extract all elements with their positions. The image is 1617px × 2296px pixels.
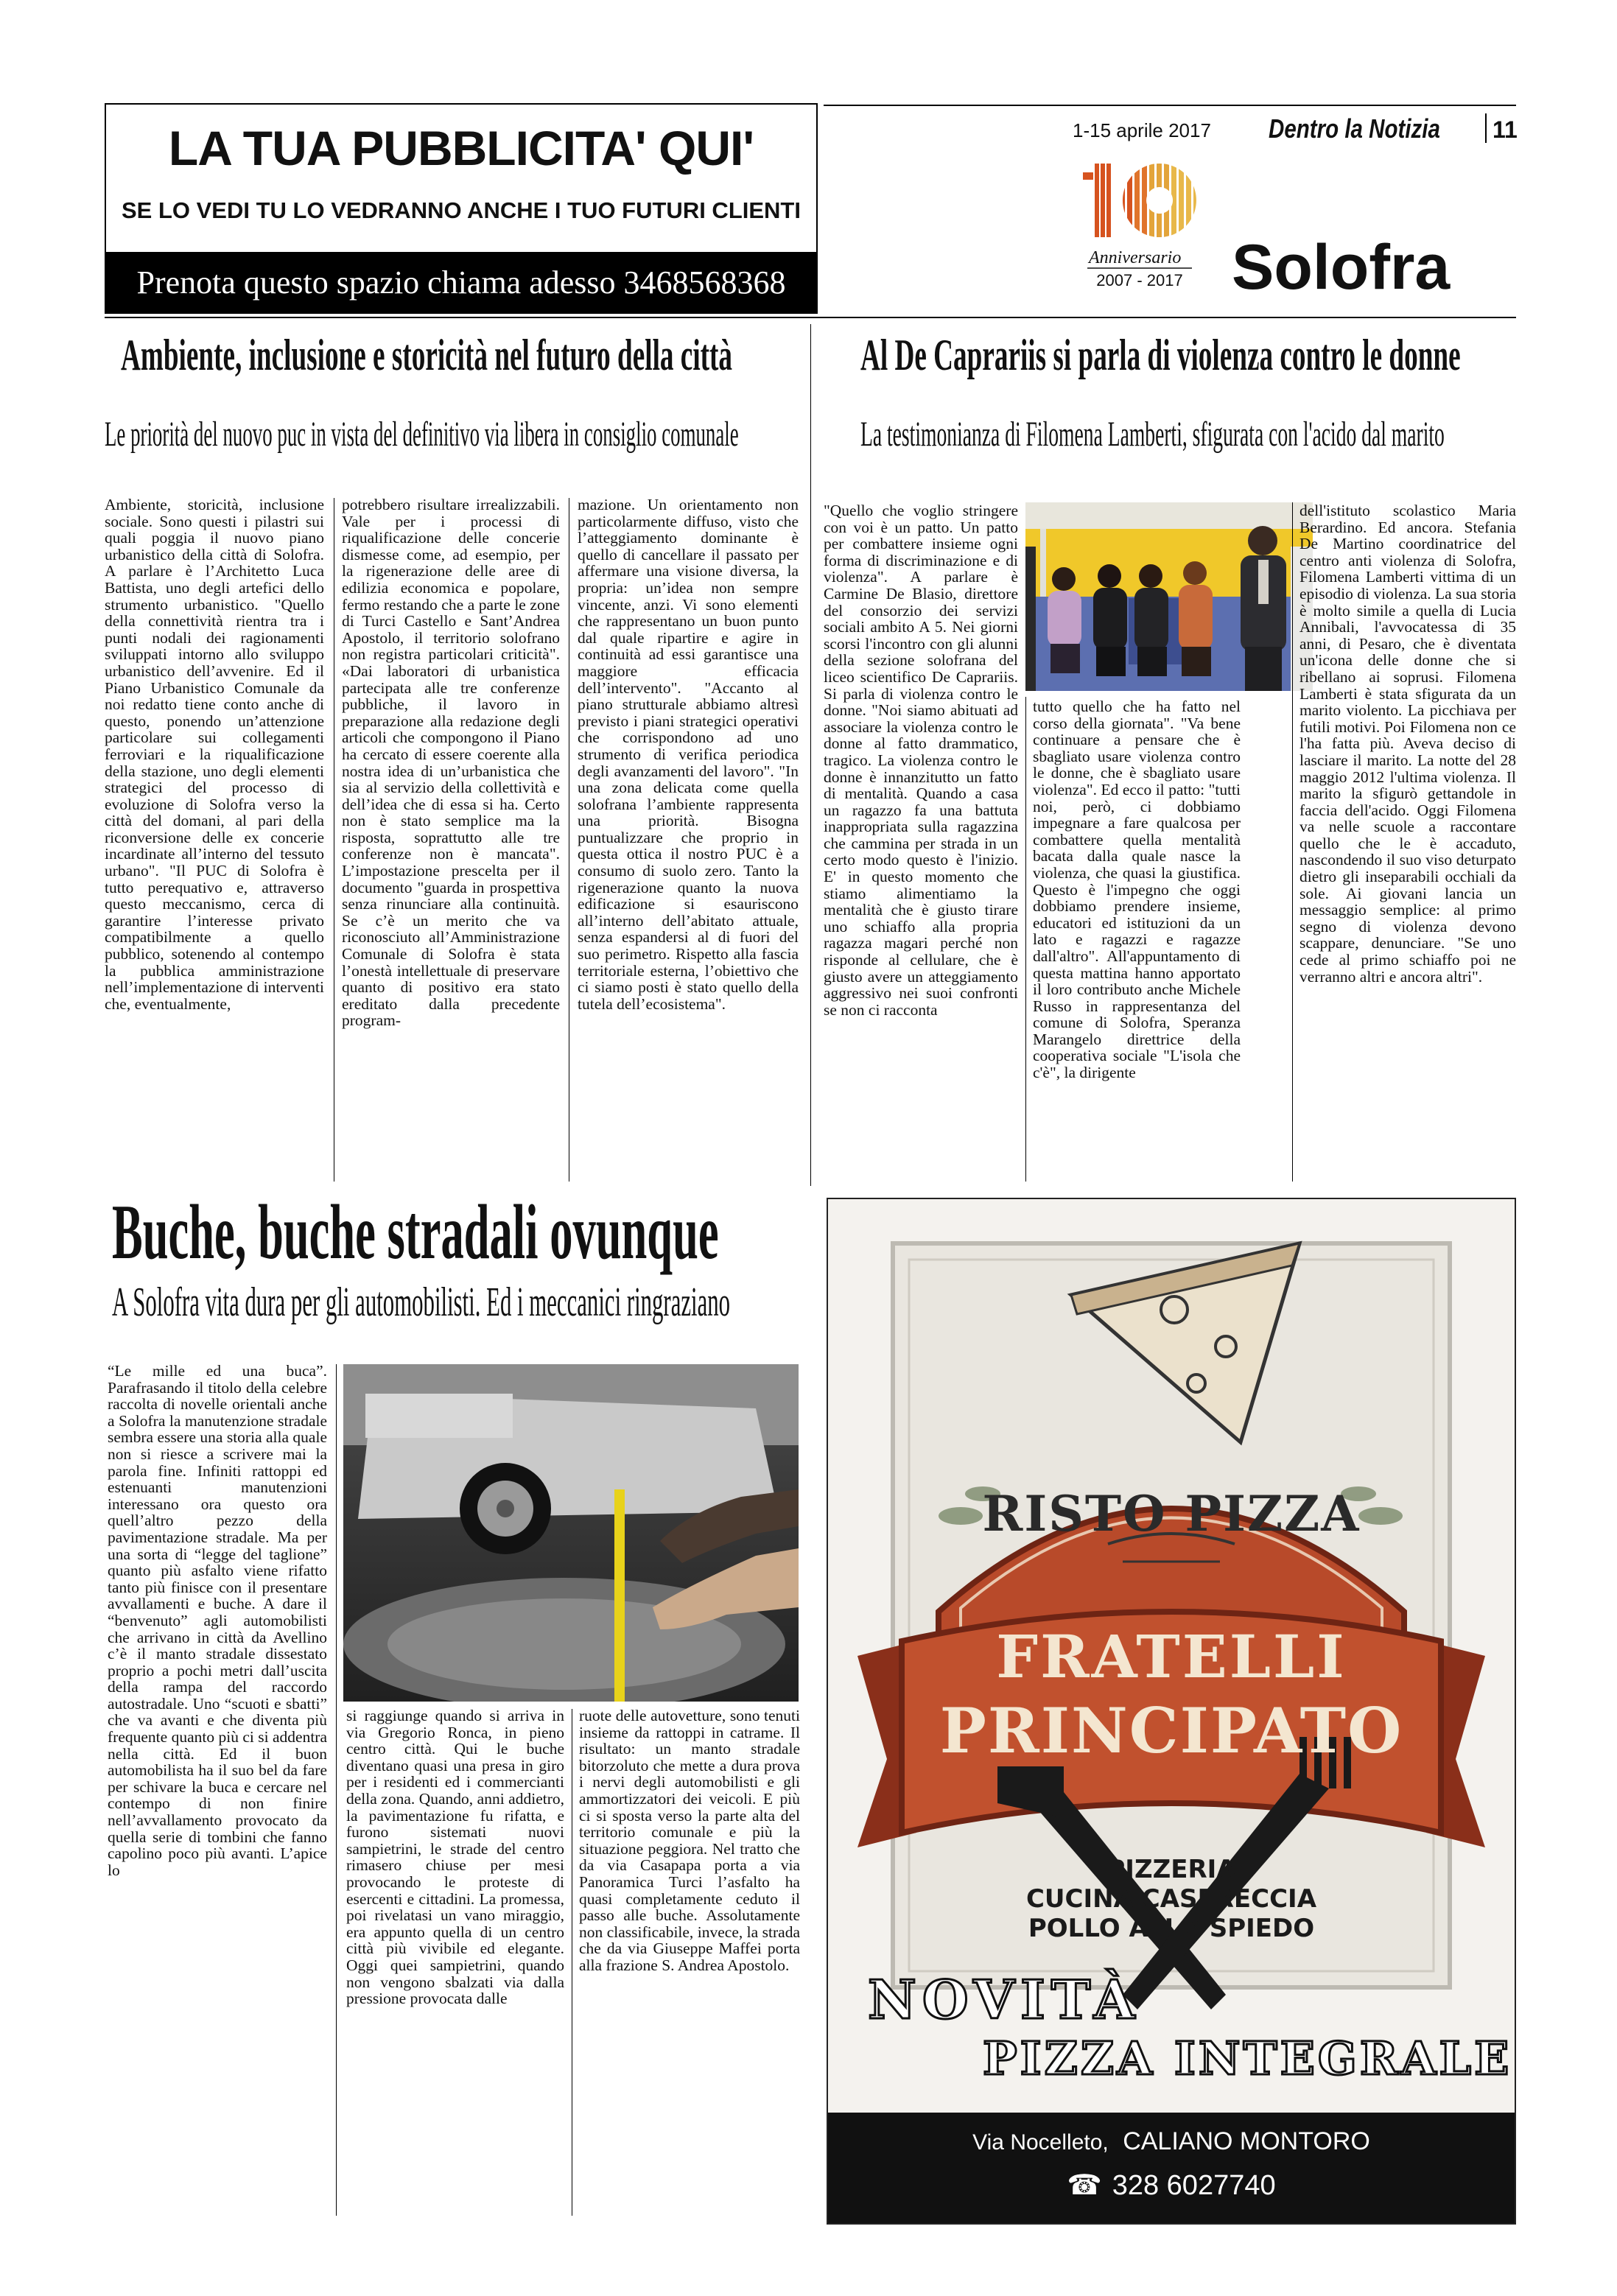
article-puc-text-2: potrebbero risultare irrealizzabili. Vale per i processi di riqualificazione delle concerie dismesse come, ad esempio, per la rigenerazione delle aree di edilizia economica e popolare, fermo restando che a parte le zone di Turci Castello e Sant’Andrea Apostolo, il territorio solofrano non registra particolari criticità". «Dai laboratori di urbanistica partecipata alle tre conferenze pubbliche, il lavoro in preparazione alla redazione degli articoli che compongono il Piano ha cercato di essere coerente alla nostra idea di un’urbanistica che sia al servizio della collettività e dell’idea che di essa si ha. Certo non è stato semplice ma la risposta, soprattutto alle tre conferenze non è mancata". L’impostazione prescelta per il documento "guarda in prospettiva senza rinunciare alla continuità. Se c’è un merito che va riconosciuto all’Amministrazione Comunale di Solofra è stata l’onestà intellettuale di preservare quanto di positivo era stato ereditato dalla precedente program-: [342, 496, 560, 1030]
section-title: Solofra: [1232, 232, 1451, 303]
article-puc-text-1: Ambiente, storicità, inclusione sociale. Sono questi i pilastri sui quali poggia il nuovo piano urbanistico della città di Solofra. A parlare è l’Architetto Luca Battista, uno degli artefici dello strumento urbanistico. "Quello della connettività rientra tra i punti nodali dei ragionamenti sviluppati intorno allo sviluppo urbanistico dell’avvenire. Ed il Piano Urbanistico Comunale da noi redatto tiene conto anche di questo, ponendo un’attenzione particolare sui collegamenti ferroviari e la riqualificazione della stazione, uno degli elementi strategici del processo di evoluzione di Solofra verso la città del domani, al pari della riconversione delle ex concerie incardinate all’interno del tessuto urbano". "Il PUC di Solofra è tutto perequativo e, attraverso questo meccanismo, cerca di garantire l’interesse privato compatibilmente a quello pubblico, sotenendo al contempo la pubblica amministrazione nell’implementazione di interventi che, eventualmente,: [105, 496, 324, 1013]
ad-contact-bar: [828, 2113, 1515, 2223]
ad-cta-bar: [106, 252, 816, 312]
article-puc-headline: Ambiente, inclusione e storicità nel futuro della città: [121, 331, 733, 379]
section-rule: [105, 317, 1516, 318]
article-puc-text-3: mazione. Un orientamento non particolarmente diffuso, visto che l’atteggiamento dominante è quello di cancellare il passato per affermare una visione diversa, la propria: un’idea non sempre vincente, anzi. Vi sono elementi che rappresentano un buon punto dal quale ripartire e agire in continuità ad essi garantisce una maggiore efficacia dell’intervento". "Accanto al piano strutturale abbiamo altresì previsto i piani strategici operativi che corrispondono ad uno strumento di verifica periodica degli avanzamenti del lavoro". "In una zona delicata come quella solofrana l’ambiente rappresenta una priorità. Bisogna puntualizzare che proprio in questa ottica il nostro PUC è a consumo di suolo zero. Tanto la rigenerazione quanto la nuova edificazione si esauriscono all’interno dell’abitato attuale, senza espandersi al di fuori del suo perimetro. Rispetto alla fascia territoriale esterna, l’obiettivo che ci siamo posti è stato quello della tutela dell’ecosistema".: [578, 496, 799, 1013]
article-violenza-headline: Al De Caprariis si parla di violenza contro le donne: [860, 331, 1461, 379]
page-number: 11: [1493, 116, 1518, 143]
restaurant-name-line-2: PRINCIPATO: [939, 1694, 1403, 1767]
article-puc-column-1: [105, 496, 324, 1183]
article-buche-text-2: si raggiunge quando si arriva in via Gregorio Ronca, in pieno centro città. Qui le buche diventano quasi una presa in giro per i residenti ed i commercianti della zona. Quando, anni addietro, la pavimentazione fu rifatta, e furono sistemati nuovi sampietrini, le strade del centro rimasero chiuse per mesi provocando le proteste di esercenti e cittadini. La promessa, poi rivelatasi un vano miraggio, era appunto quella di un centro città più vivibile ed elegante. Oggi quei sampietrini, quando non vengono sbalzati via dalla pressione provocata dalle: [346, 1707, 564, 2008]
article-buche-text-1: “Le mille ed una buca”. Parafrasando il titolo della celebre raccolta di novelle orientali anche a Solofra la manutenzione stradale sembra essere una storia alla quale non si riesce a scrivere mai la parola fine. Infiniti rattoppi ed estenuanti manutenzioni interessano ora questo ora quell’altro pezzo della pavimentazione stradale. Ma per una sorta di “legge del taglione” quanto più asfalto viene rifatto tanto più finisce con il presentare avvallamenti e buche. A dare il “benvenuto” agli automobilisti che arrivano in città da Avellino c’è il manto stradale dissestato proprio a pochi metri dall’uscita della rampa del raccordo autostradale. Uno “scuoti e sbatti” che va avanti e che diventa più frequente quanto più ci si addentra nella città. Ed il buon automobilista ha il suo bel da fare per schivare la buca e cercare nel contempo di non finire nell’avvallamento provocato da quella serie di tombini che fanno capolino poco più avanti. L’apice lo: [108, 1363, 327, 1879]
advertising-banner: [105, 103, 818, 314]
article-puc-subheadline: Le priorità del nuovo puc in vista del definitivo via libera in consiglio comunale: [105, 415, 739, 454]
services-list: [828, 1855, 1515, 1943]
article-violenza-column-2: [1033, 698, 1241, 1183]
article-buche-text-3: ruote delle autovetture, sono tenuti insieme da rattoppi in catrame. Il risultato: un manto stradale bitorzoluto che mette a dura prova i nervi degli automobilisti e gli ammortizzatori dei veicoli. E più ci si sposta verso la parte alta del territorio comunale e più la situazione peggiora. Nel tratto che da via Casapapa porta a via Panoramica Turci l’asfalto ha quasi completamente ceduto il passo alle buche. Assolutamente non classificabile, invece, la strada che da via Giuseppe Maffei porta alla frazione S. Andrea Apostolo.: [579, 1707, 800, 1974]
paper-name: Dentro la Notizia: [1269, 113, 1440, 144]
column-divider: [1025, 697, 1026, 1182]
phone-line: [828, 2169, 1515, 2202]
article-buche-subheadline: A Solofra vita dura per gli automobilisti. Ed i meccanici ringraziano: [112, 1279, 731, 1325]
issue-date: 1-15 aprile 2017: [1073, 119, 1211, 141]
numeral-one-icon: [1083, 164, 1111, 237]
pothole-photo: [343, 1364, 799, 1702]
article-buche-headline: Buche, buche stradali ovunque: [112, 1189, 719, 1275]
article-violenza-column-3: [1299, 502, 1516, 1183]
restaurant-name-line-1: FRATELLI: [996, 1622, 1347, 1691]
conference-photo: [1025, 502, 1313, 691]
header-rule: [824, 105, 1516, 106]
article-violenza-subheadline: La testimonianza di Filomena Lamberti, sfigurata con l'acido dal marito: [860, 415, 1445, 454]
address-street: Via Nocelleto,: [972, 2130, 1109, 2155]
article-violenza-text-3: dell'istituto scolastico Maria Berardino. Ed ancora. Stefania De Martino coordinatrice del centro anti violenza di Solofra, Filomena Lamberti vittima di un episodio di violenza. La sua storia è molto simile a quella di Lucia Annibali, l'avvocatessa di 35 anni, di Pesaro, che è diventata un'icona delle donne che si ribellano ai soprusi. Filomena Lamberti è stata sfigurata da un marito violento. La picchiava per futili motivi. Poi Filomena non ce l'ha fatta più. Aveva deciso di lasciare il marito. La notte del 28 maggio 2012 l'ultima violenza. Il marito la sfigurò gettandole in faccia dell'acido. Oggi Filomena va nelle scuole a raccontare quello che le è accaduto, nascondendo il suo viso deturpato dietro gli inseparabili occhiali da sole. Ai giovani lancia un messaggio semplice: al primo segno di violenza devono scappare, denunciare. "Se uno cede al primo schiaffo poi ne verranno altri e ancora altri".: [1299, 502, 1516, 986]
article-puc-column-3: [578, 496, 799, 1183]
ruler-icon: [614, 1489, 625, 1702]
ad-subtitle: SE LO VEDI TU LO VEDRANNO ANCHE I TUO FUTURI CLIENTI: [122, 197, 801, 223]
address-town: CALIANO MONTORO: [1123, 2127, 1370, 2155]
service-item: POLLO ALLO SPIEDO: [1028, 1914, 1315, 1943]
vertical-page-divider: [810, 324, 811, 1186]
article-puc-column-2: [342, 496, 560, 1183]
service-item: CUCINA CASERECCIA: [1025, 1884, 1317, 1914]
column-divider: [1292, 502, 1293, 1182]
service-item: PIZZERIA: [1106, 1855, 1236, 1884]
anniversary-10-logo: [1077, 156, 1202, 292]
article-buche-column-2: [346, 1707, 564, 2217]
phone-number: 328 6027740: [1112, 2170, 1276, 2201]
anniversary-script: Anniversario: [1089, 248, 1182, 267]
article-buche-column-3: [579, 1707, 800, 2217]
address-line: [828, 2127, 1515, 2156]
risto-pizza-advertisement: [827, 1198, 1516, 2225]
article-violenza-text-2: tutto quello che ha fatto nel corso della giornata". "Va bene continuare a pensare che è sbagliato usare violenza contro le donne, che è sbagliato usare violenza". Ed ecco il patto: "tutti noi, però, ci dobbiamo impegnare a fare qualcosa per combattere quella mentalità bacata dalla quale nasce la violenza, che quasi la giustifica. Questo è l'impegno che oggi dobbiamo prendere insieme, educatori ed istituzioni da un lato e ragazzi e ragazze dall'altro". All'appuntamento di questa mattina hanno apportato il loro contributo anche Michele Russo in rappresentanza del comune di Solofra, Speranza Marangelo direttrice della cooperativa sociale "L'isola che c'è", la dirigente: [1033, 698, 1241, 1082]
article-buche-column-1: [108, 1363, 327, 2217]
novita-product: PIZZA INTEGRALE: [983, 2032, 1512, 2085]
anniversary-years: 2007 - 2017: [1096, 271, 1183, 289]
numeral-zero-icon: [1120, 156, 1199, 245]
column-divider: [336, 1364, 337, 2216]
article-violenza-text-1: "Quello che voglio stringere con voi è un patto. Un patto per combattere insieme ogni forma di discriminazione e di violenza". A parlare è Carmine De Blasio, direttore del consorzio dei servizi sociali ambito A 5. Nei giorni scorsi l'incontro con gli alunni della sezione solofrana del liceo scientifico De Caprariis. Si parla di violenza contro le donne. "Noi siamo abituati ad associare la violenza contro le donne al fatto drammatico, tragico. La violenza contro le donne è innanzitutto un fatto di mentalità. Quando a casa un ragazzo fa una battuta inappropriata sulla ragazzina che cammina per strada in un certo modo questo è l'inizio. E' in questo momento che stiamo alimentiamo la mentalità che è giusto tirare uno schiaffo alla propria ragazza magari perché non risponde al cellulare, che è giusto avere un atteggiamento aggressivo nei suoi confronti se non ci racconta: [824, 502, 1018, 1019]
ad-title: LA TUA PUBBLICITA' QUI': [168, 121, 754, 175]
article-violenza-column-1: [824, 502, 1018, 1183]
ad-cta-text: Prenota questo spazio chiama adesso 3468568368: [136, 264, 786, 301]
telephone-icon: ☎: [1067, 2169, 1102, 2201]
page-separator: [1485, 113, 1487, 143]
risto-pizza-title: RISTO PIZZA: [982, 1485, 1361, 1542]
novita-label: NOVITÀ: [868, 1968, 1141, 2031]
